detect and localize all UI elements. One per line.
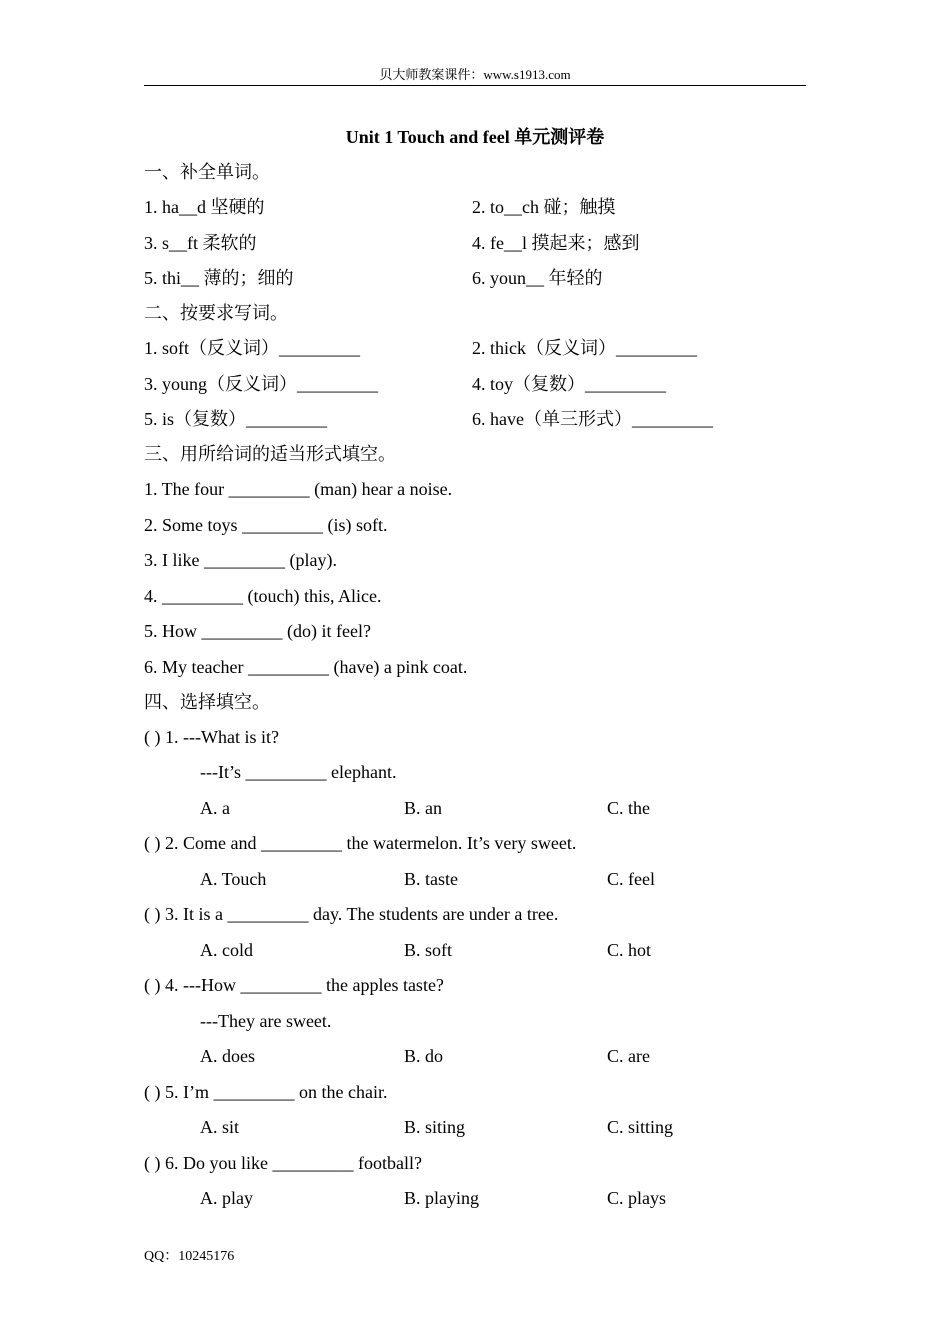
option-c: C. hot: [607, 940, 652, 960]
question-stem: ( ) 4. ---How _________ the apples taste?: [144, 975, 444, 995]
exercise-item: 1. soft（反义词）_________: [144, 338, 360, 358]
section-heading: 二、按要求写词。: [144, 303, 288, 323]
option-b: B. soft: [404, 940, 453, 960]
section-heading: 一、补全单词。: [144, 162, 270, 182]
exercise-item: 6. My teacher _________ (have) a pink coat.: [144, 657, 468, 677]
option-b: B. siting: [404, 1117, 466, 1137]
question-stem: ( ) 2. Come and _________ the watermelon. It’s very sweet.: [144, 833, 577, 853]
exercise-item: 4. fe__l 摸起来；感到: [472, 233, 640, 253]
option-a: A. sit: [200, 1117, 240, 1137]
exercise-item: 5. is（复数）_________: [144, 409, 328, 429]
exercise-item: 1. ha__d 坚硬的: [144, 197, 265, 217]
section-heading: 三、用所给词的适当形式填空。: [144, 444, 396, 464]
page-footer: QQ：10245176: [144, 1249, 235, 1264]
option-b: B. playing: [404, 1188, 479, 1208]
option-b: B. do: [404, 1046, 444, 1066]
option-a: A. Touch: [200, 869, 267, 889]
option-c: C. sitting: [607, 1117, 674, 1137]
option-b: B. an: [404, 798, 442, 818]
exercise-item: 5. How _________ (do) it feel?: [144, 621, 371, 641]
exercise-item: 6. have（单三形式）_________: [472, 409, 713, 429]
exercise-item: 2. thick（反义词）_________: [472, 338, 697, 358]
option-b: B. taste: [404, 869, 458, 889]
exercise-item: 2. to__ch 碰；触摸: [472, 197, 616, 217]
option-a: A. does: [200, 1046, 255, 1066]
option-a: A. a: [200, 798, 230, 818]
option-c: C. feel: [607, 869, 655, 889]
option-a: A. cold: [200, 940, 253, 960]
exercise-item: 3. I like _________ (play).: [144, 550, 337, 570]
question-stem: ( ) 3. It is a _________ day. The students are under a tree.: [144, 904, 559, 924]
option-a: A. play: [200, 1188, 253, 1208]
exercise-item: 3. s__ft 柔软的: [144, 233, 257, 253]
exercise-item: 3. young（反义词）_________: [144, 374, 378, 394]
exercise-item: 1. The four _________ (man) hear a noise.: [144, 479, 453, 499]
question-stem: ( ) 6. Do you like _________ football?: [144, 1153, 422, 1173]
section-heading: 四、选择填空。: [144, 692, 270, 712]
option-c: C. are: [607, 1046, 650, 1066]
exercise-item: 6. youn__ 年轻的: [472, 268, 603, 288]
exercise-item: 4. _________ (touch) this, Alice.: [144, 586, 382, 606]
header-divider: [144, 85, 806, 86]
question-sub: ---They are sweet.: [200, 1011, 332, 1031]
question-stem: ( ) 1. ---What is it?: [144, 727, 279, 747]
exercise-item: 5. thi__ 薄的；细的: [144, 268, 294, 288]
page-title: Unit 1 Touch and feel 单元测评卷: [345, 127, 605, 147]
option-c: C. the: [607, 798, 650, 818]
option-c: C. plays: [607, 1188, 667, 1208]
question-stem: ( ) 5. I’m _________ on the chair.: [144, 1082, 388, 1102]
page-header: 贝大师教案课件：www.s1913.com: [379, 67, 571, 82]
question-sub: ---It’s _________ elephant.: [200, 762, 397, 782]
exercise-item: 4. toy（复数）_________: [472, 374, 667, 394]
exercise-item: 2. Some toys _________ (is) soft.: [144, 515, 388, 535]
